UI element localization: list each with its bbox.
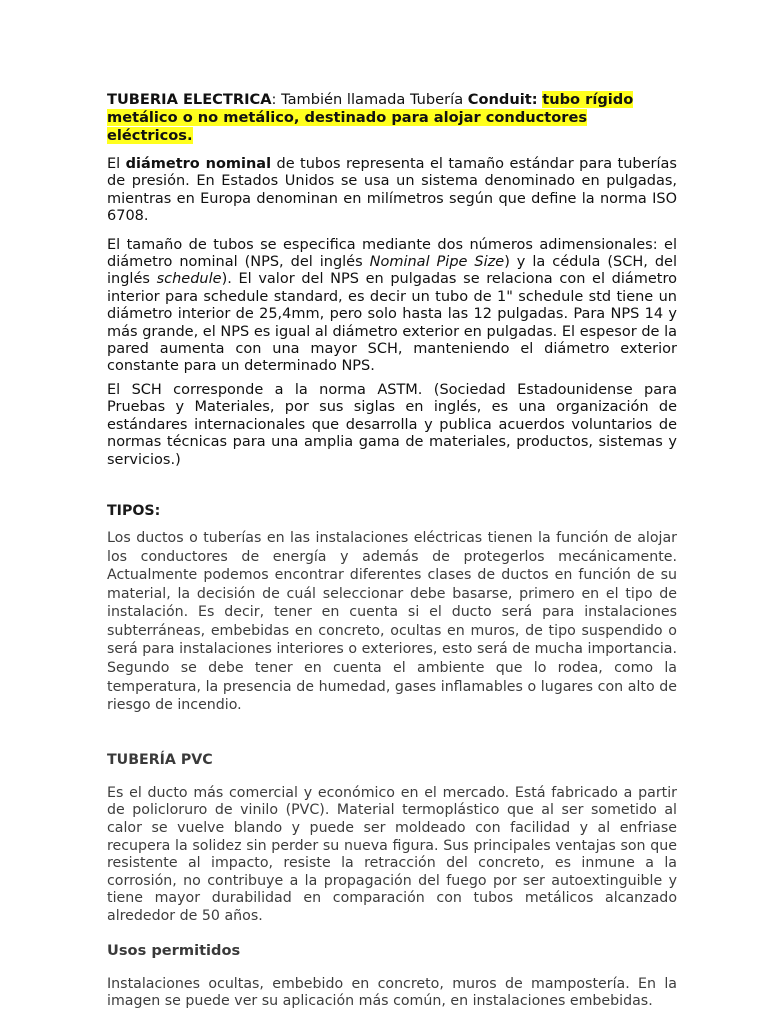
nominal-pipe-size-term: Nominal Pipe Size (369, 254, 505, 271)
tamano-paragraph: El tamaño de tubos se especifica mediante dos números adimensionales: el diámetro nominal (NPS, del inglés Nominal Pipe Size) y la cédula (SCH, del inglés schedule). El valor del NPS en pulgadas se relaciona con el diámetro interior para schedule standard, es decir un tubo de 1" schedule std tiene un diámetro interior de 25,4mm, pero solo hasta las 12 pulgadas. Para NPS 14 y más grande, el NPS es igual al diámetro exterior en pulgadas. El espesor de la pared aumenta con una mayor SCH, manteniendo el diámetro exterior constante para un determinado NPS. (107, 236, 677, 375)
pvc-heading: TUBERÍA PVC (107, 751, 213, 768)
pvc-paragraph: Es el ducto más comercial y económico en el mercado. Está fabricado a partir de policloruro de vinilo (PVC). Material termoplástico que al ser sometido al calor se vuelve blando y puede ser moldeado con facilidad y al enfriase recupera la solidez sin perder su nueva figura. Sus principales ventajas son que resistente al impacto, resiste la retracción del concreto, es inmune a la corrosión, no contribuye a la propagación del fuego por ser autoextinguible y tiene mayor durabilidad en comparación con tubos metálicos alcanzado alrededor de 50 años. (107, 784, 677, 924)
highlighted-definition: tubo rígido metálico o no metálico, destinado para alojar conductores eléctricos. (107, 91, 634, 144)
sch-paragraph: El SCH corresponde a la norma ASTM. (Sociedad Estadounidense para Pruebas y Materiales, por sus siglas en inglés, es una organización de estándares internacionales que desarrolla y publica acuerdos voluntarios de normas técnicas para una amplia gama de materiales, productos, sistemas y servicios.) (107, 381, 677, 468)
conduit-term: Conduit: (467, 91, 538, 108)
usos-paragraph: Instalaciones ocultas, embebido en concreto, muros de mampostería. En la imagen se puede ver su aplicación más común, en instalaciones embebidas. (107, 975, 677, 1010)
tipos-paragraph: Los ductos o tuberías en las instalaciones eléctricas tienen la función de alojar los conductores de energía y además de protegerlos mecánicamente. Actualmente podemos encontrar diferentes clases de ductos en función de su material, la decisión de cuál seleccionar debe basarse, primero en el tipo de instalación. Es decir, tener en cuenta si el ducto será para instalaciones subterráneas, embebidas en concreto, ocultas en muros, de tipo suspendido o será para instalaciones interiores o exteriores, esto será de mucha importancia. Segundo se debe tener en cuenta el ambiente que lo rodea, como la temperatura, la presencia de humedad, gases inflamables o lugares con alto de riesgo de incendio. (107, 529, 677, 714)
diametro-nominal-term: diámetro nominal (125, 156, 272, 172)
diametro-paragraph: El diámetro nominal de tubos representa el tamaño estándar para tuberías de presión. En Estados Unidos se usa un sistema denominado en pulgadas, mientras en Europa denominan en milímetros según que define la norma ISO 6708. (107, 156, 677, 225)
tipos-heading: TIPOS: (107, 502, 161, 519)
schedule-term: schedule (156, 271, 222, 288)
intro-paragraph: TUBERIA ELECTRICA: También llamada Tubería Conduit: tubo rígido metálico o no metálico, destinado para alojar conductores eléctricos. (107, 91, 634, 144)
intro-title: TUBERIA ELECTRICA (107, 91, 272, 108)
usos-heading: Usos permitidos (107, 941, 241, 959)
